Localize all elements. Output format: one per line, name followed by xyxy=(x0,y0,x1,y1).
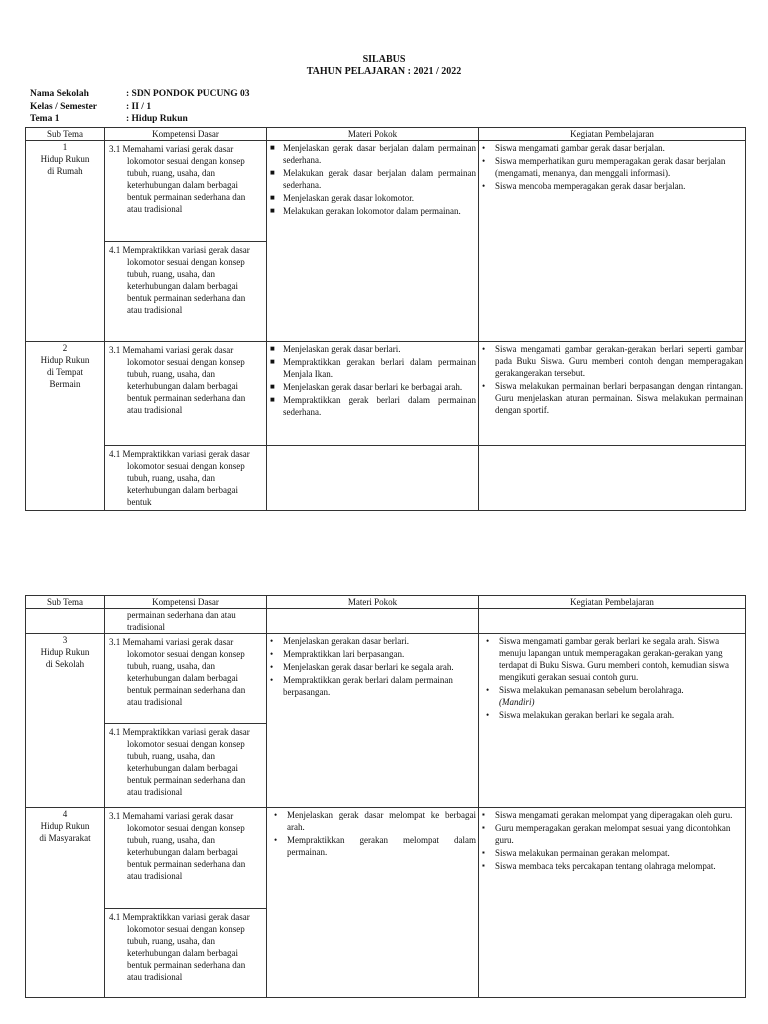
info-school: Nama Sekolah : SDN PONDOK PUCUNG 03 xyxy=(30,89,250,99)
materi-cell-empty xyxy=(267,446,479,511)
col-header-kegiatan: Kegiatan Pembelajaran xyxy=(479,128,746,141)
subtema-cell: 2 Hidup Rukun di Tempat Bermain xyxy=(26,342,105,511)
materi-cell xyxy=(267,342,479,446)
list-item: • Siswa mencoba memperagakan gerak dasar berjalan. xyxy=(482,181,686,191)
list-item: ■ Menjelaskan gerak dasar lokomotor. xyxy=(270,193,414,203)
table-row xyxy=(26,342,746,446)
list-item: • Siswa mengamati gambar gerakan-gerakan berlari seperti gambar pada Buku Siswa. Guru memberi contoh dengan memperagakan gerakangerakan tersebut. xyxy=(482,344,743,378)
col-header-kd: Kompetensi Dasar xyxy=(105,596,267,609)
syllabus-table-1 xyxy=(25,127,746,511)
materi-cell-empty xyxy=(267,609,479,634)
subtema-cell: 4 Hidup Rukun di Masyarakat xyxy=(26,808,105,998)
list-item: ▪ Guru memperagakan gerakan melompat sesuai yang dicontohkan guru. xyxy=(482,823,731,845)
kegiatan-cell xyxy=(479,141,746,342)
academic-year: TAHUN PELAJARAN : 2021 / 2022 xyxy=(306,66,462,77)
list-item: ■ Melakukan gerakan lokomotor dalam permainan. xyxy=(270,206,461,216)
kd-4-1: 4.1 Mempraktikkan variasi gerak dasar lokomotor sesuai dengan konsep tubuh, ruang, usaha, dan keterhubungan dalam berbagai bentuk xyxy=(105,446,267,511)
col-header-kd: Kompetensi Dasar xyxy=(105,128,267,141)
school-info xyxy=(30,88,250,126)
kd-cell xyxy=(105,808,267,998)
syllabus-table-2 xyxy=(25,595,746,998)
table-row xyxy=(26,634,746,808)
info-theme: Tema 1 : Hidup Rukun xyxy=(30,114,188,124)
subtema-cell-empty xyxy=(26,609,105,634)
col-header-subtema: Sub Tema xyxy=(26,128,105,141)
kegiatan-cell-empty xyxy=(479,609,746,634)
kegiatan-cell xyxy=(479,342,746,446)
table-row xyxy=(26,446,746,511)
subtema-cell: 1 Hidup Rukun di Rumah xyxy=(26,141,105,342)
col-header-kegiatan: Kegiatan Pembelajaran xyxy=(479,596,746,609)
document-title: SILABUS xyxy=(362,54,406,65)
kegiatan-cell xyxy=(479,808,746,998)
list-item: • Siswa melakukan pemanasan sebelum berolahraga. (Mandiri) xyxy=(486,685,684,707)
list-item: ■ Mempraktikkan gerakan berlari dalam permainan Menjala Ikan. xyxy=(270,357,476,379)
list-item: • Menjelaskan gerak dasar berlari ke segala arah. xyxy=(270,662,454,672)
list-item: • Siswa melakukan permainan berlari berpasangan dengan rintangan. Guru menjelaskan aturan permainan. Siswa melakukan permainan dengan sportif. xyxy=(482,381,743,415)
table-row xyxy=(26,808,746,998)
mandiri-note: (Mandiri) xyxy=(499,697,535,707)
list-item: ▪ Siswa melakukan permainan gerakan melompat. xyxy=(482,848,670,858)
table-row xyxy=(26,141,746,342)
list-item: • Menjelaskan gerakan dasar berlari. xyxy=(270,636,409,646)
materi-cell xyxy=(267,634,479,808)
materi-cell xyxy=(267,141,479,342)
col-header-materi: Materi Pokok xyxy=(267,596,479,609)
list-item: • Mempraktikkan gerak berlari dalam permainan berpasangan. xyxy=(270,675,453,697)
kd-4-1: 4.1 Mempraktikkan variasi gerak dasar lokomotor sesuai dengan konsep tubuh, ruang, usaha, dan keterhubungan dalam berbagai bentuk permainan sederhana dan atau tradisional xyxy=(109,912,250,982)
list-item: ■ Menjelaskan gerak dasar berlari ke berbagai arah. xyxy=(270,382,463,392)
kd-4-1: 4.1 Mempraktikkan variasi gerak dasar lokomotor sesuai dengan konsep tubuh, ruang, usaha, dan keterhubungan dalam berbagai bentuk permainan sederhana dan atau tradisional xyxy=(109,727,250,797)
list-item: • Menjelaskan gerak dasar melompat ke berbagai arah. xyxy=(274,810,476,832)
list-item: • Mempraktikkan gerakan melompat dalam permainan. xyxy=(274,835,476,857)
kd-continuation: permainan sederhana dan atau tradisional xyxy=(105,609,267,634)
kd-4-1: 4.1 Mempraktikkan variasi gerak dasar lokomotor sesuai dengan konsep tubuh, ruang, usaha, dan keterhubungan dalam berbagai bentuk permainan sederhana dan atau tradisional xyxy=(109,245,250,315)
col-header-materi: Materi Pokok xyxy=(267,128,479,141)
list-item: ■ Menjelaskan gerak dasar berlari. xyxy=(270,344,401,354)
list-item: • Siswa mengamati gambar gerak dasar berjalan. xyxy=(482,143,665,153)
list-item: • Mempraktikkan lari berpasangan. xyxy=(270,649,405,659)
list-item: • Siswa mengamati gambar gerak berlari ke segala arah. Siswa menuju lapangan untuk memperagakan gerakan-gerakan yang terdapat di Buku Siswa. Guru memberi contoh, kemudian siswa mengikuti gerakan sesuai contoh guru. xyxy=(486,636,729,682)
list-item: ▪ Siswa mengamati gerakan melompat yang diperagakan oleh guru. xyxy=(482,810,733,820)
kd-3-1: 3.1 Memahami variasi gerak dasar lokomotor sesuai dengan konsep tubuh, ruang, usaha, dan keterhubungan dalam berbagai bentuk permainan sederhana dan atau tradisional xyxy=(105,141,266,242)
list-item: • Siswa memperhatikan guru memperagakan gerak dasar berjalan (mengamati, menanya, dan menggali informasi). xyxy=(482,156,726,178)
kd-cell xyxy=(105,141,267,342)
kd-cell xyxy=(105,634,267,808)
kd-3-1: 3.1 Memahami variasi gerak dasar lokomotor sesuai dengan konsep tubuh, ruang, usaha, dan keterhubungan dalam berbagai bentuk permainan sederhana dan atau tradisional xyxy=(105,808,266,909)
list-item: ▪ Siswa membaca teks percakapan tentang olahraga melompat. xyxy=(482,861,716,871)
kd-3-1: 3.1 Memahami variasi gerak dasar lokomotor sesuai dengan konsep tubuh, ruang, usaha, dan keterhubungan dalam berbagai bentuk permainan sederhana dan atau tradisional xyxy=(105,634,266,724)
kegiatan-cell-empty xyxy=(479,446,746,511)
kegiatan-cell xyxy=(479,634,746,808)
list-item: ■ Menjelaskan gerak dasar berjalan dalam permainan sederhana. xyxy=(270,143,476,165)
info-class: Kelas / Semester : II / 1 xyxy=(30,101,152,112)
list-item: • Siswa melakukan gerakan berlari ke segala arah. xyxy=(486,710,675,720)
kd-3-1: 3.1 Memahami variasi gerak dasar lokomotor sesuai dengan konsep tubuh, ruang, usaha, dan keterhubungan dalam berbagai bentuk permainan sederhana dan atau tradisional xyxy=(105,342,267,446)
materi-cell xyxy=(267,808,479,998)
table-row xyxy=(26,609,746,634)
list-item: ■ Mempraktikkan gerak berlari dalam permainan sederhana. xyxy=(270,395,476,417)
col-header-subtema: Sub Tema xyxy=(26,596,105,609)
subtema-cell: 3 Hidup Rukun di Sekolah xyxy=(26,634,105,808)
list-item: ■ Melakukan gerak dasar berjalan dalam permainan sederhana. xyxy=(270,168,476,190)
